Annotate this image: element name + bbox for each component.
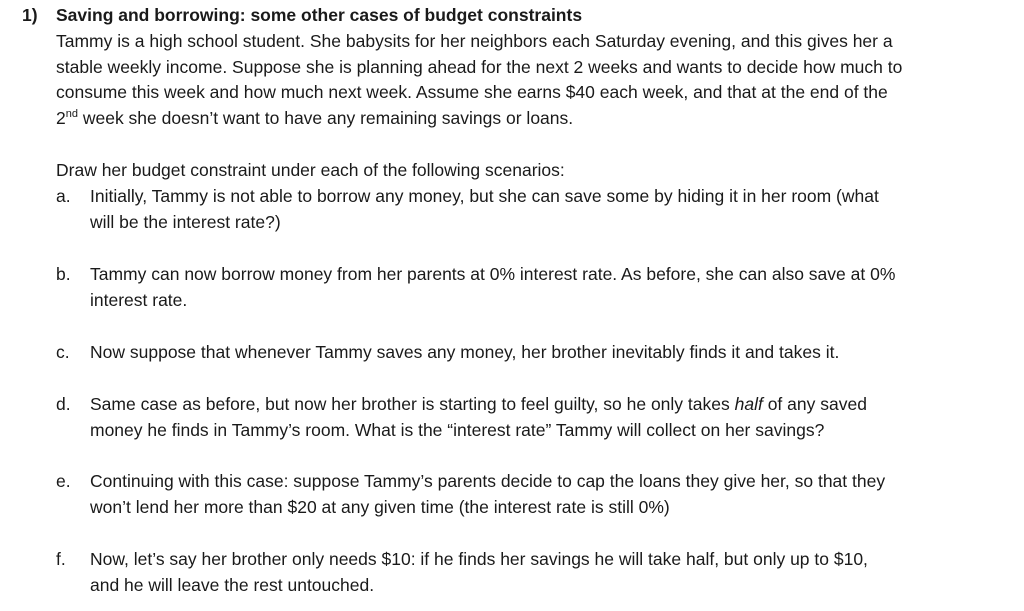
item-label: c. (56, 342, 70, 362)
scenario-item-e (56, 469, 1006, 520)
intro-line: stable weekly income. Suppose she is planning ahead for the next 2 weeks and wants to decide how much to (56, 56, 903, 77)
item-text (90, 184, 1006, 235)
question-title: Saving and borrowing: some other cases of budget constraints (56, 5, 583, 25)
item-line: interest rate. (90, 289, 188, 310)
item-line: will be the interest rate?) (90, 211, 281, 232)
item-text (90, 262, 1006, 313)
item-text (90, 340, 1006, 366)
scenario-item-a (56, 184, 1006, 235)
item-label: f. (56, 549, 66, 569)
item-line: won’t lend her more than $20 at any given time (the interest rate is still 0%) (90, 496, 670, 517)
item-label: e. (56, 471, 71, 491)
item-line (90, 392, 1006, 418)
item-text (90, 469, 1006, 520)
emphasis-text: half (734, 394, 763, 414)
question-number: 1) (22, 5, 38, 25)
scenario-item-c (56, 340, 1006, 366)
item-text (90, 392, 1006, 443)
scenario-item-d (56, 392, 1006, 443)
item-line-start: Same case as before, but now her brother is starting to feel guilty, so he only takes (90, 394, 735, 414)
scenario-prompt: Draw her budget constraint under each of the following scenarios: (56, 160, 565, 180)
scenario-item-f (56, 547, 1006, 598)
item-line-end: of any saved (762, 394, 867, 414)
intro-line: consume this week and how much next week. Assume she earns $40 each week, and that at the end of the (56, 82, 888, 102)
item-line: money he finds in Tammy’s room. What is the “interest rate” Tammy will collect on her savings? (90, 419, 825, 440)
ordinal-suffix: nd (65, 107, 78, 120)
question-heading (22, 4, 582, 26)
item-text (90, 547, 1006, 598)
item-line: Now, let’s say her brother only needs $10: if he finds her savings he will take half, but only up to $10, (90, 549, 868, 569)
item-label: a. (56, 186, 71, 206)
scenario-item-b (56, 262, 1006, 313)
item-label: b. (56, 264, 71, 284)
ordinal-number: 2 (56, 107, 66, 128)
intro-line: Tammy is a high school student. She babysits for her neighbors each Saturday evening, and this gives her a (56, 31, 893, 51)
item-label: d. (56, 394, 71, 414)
intro-paragraph (56, 29, 1006, 131)
intro-line (56, 106, 1006, 132)
item-line: Initially, Tammy is not able to borrow any money, but she can save some by hiding it in her room (what (90, 186, 879, 206)
item-line: Continuing with this case: suppose Tammy’s parents decide to cap the loans they give her, so that they (90, 471, 886, 491)
item-line: and he will leave the rest untouched. (90, 574, 375, 595)
intro-line-rest: week she doesn’t want to have any remaining savings or loans. (77, 107, 574, 128)
item-line: Now suppose that whenever Tammy saves any money, her brother inevitably finds it and takes it. (90, 342, 840, 362)
item-line: Tammy can now borrow money from her parents at 0% interest rate. As before, she can also save at 0% (90, 264, 896, 284)
